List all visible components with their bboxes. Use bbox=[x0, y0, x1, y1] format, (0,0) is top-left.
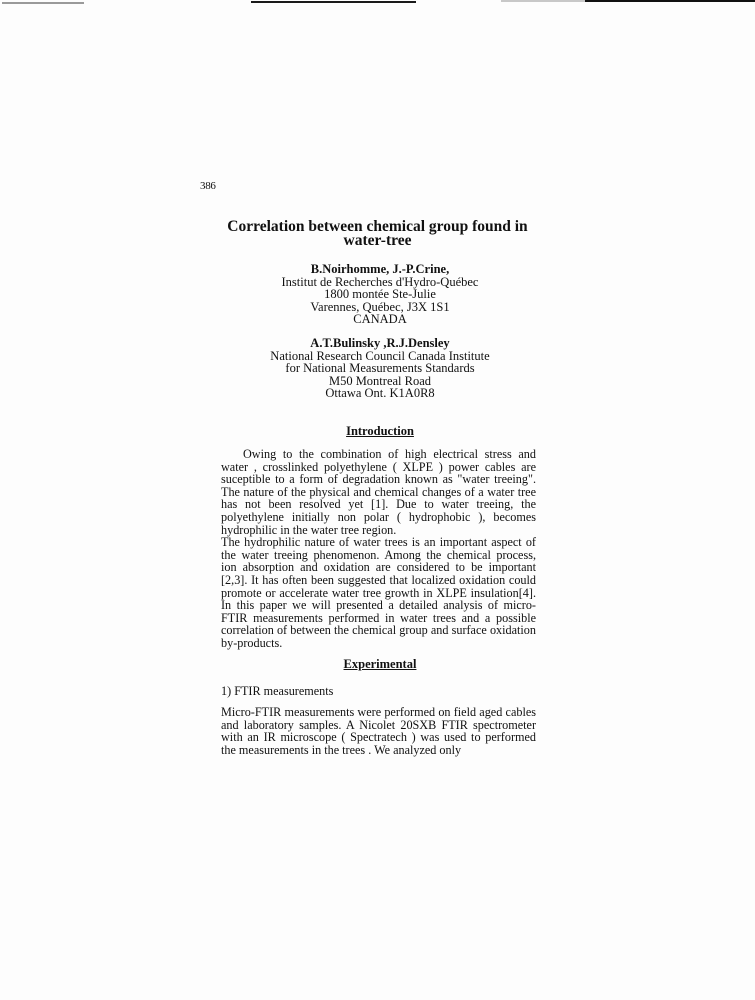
affiliation-line: National Research Council Canada Institute bbox=[270, 348, 490, 363]
paragraph: The hydrophilic nature of water trees is an important aspect of the water treeing phenomenon. Among the chemical process, ion absorption and oxidation are considered to be important [2,3]. It has often been suggested that localized oxidation could promote or accelerate water tree growth in XLPE insulation[4]. In this paper we will presented a detailed analysis of micro-FTIR measurements performed in water trees and a possible correlation of between the chemical group and surface oxidation by-products. bbox=[221, 535, 536, 650]
page-number: 386 bbox=[200, 180, 216, 192]
scan-artifact-line bbox=[2, 2, 84, 4]
scan-artifact-line bbox=[501, 0, 585, 2]
scan-artifact-line bbox=[251, 1, 416, 3]
section-heading-experimental: Experimental bbox=[343, 657, 417, 671]
affiliation-line: Institut de Recherches d'Hydro-Québec bbox=[281, 274, 479, 289]
affiliation-line: Varennes, Québec, J3X 1S1 bbox=[310, 299, 450, 314]
section-heading-introduction: Introduction bbox=[346, 424, 414, 438]
paper-title bbox=[210, 220, 545, 248]
experimental-body bbox=[221, 706, 536, 756]
title-line: water-tree bbox=[343, 232, 412, 249]
affiliation-line: 1800 montée Ste-Julie bbox=[324, 287, 436, 302]
author-block-hydro-quebec bbox=[230, 263, 530, 326]
introduction-body bbox=[221, 448, 536, 650]
subsection-heading-ftir: 1) FTIR measurements bbox=[221, 684, 334, 698]
author-block-nrc bbox=[230, 337, 530, 400]
paragraph: Owing to the combination of high electrical stress and water , crosslinked polyethylene ( XLPE ) power cables are suceptible to a form of degradation known as "water treeing". The nature of the physical and chemical changes of a water tree has not been resolved yet [1]. Due to water treeing, the polyethylene initially non polar ( hydrophobic ), becomes hydrophilic in the water tree region. bbox=[221, 447, 536, 537]
affiliation-line: Ottawa Ont. K1A0R8 bbox=[325, 386, 435, 401]
paragraph: Micro-FTIR measurements were performed on field aged cables and laboratory samples. A Nicolet 20SXB FTIR spectrometer with an IR microscope ( Spectratech ) was used to performed the measurements in the trees . We analyzed only bbox=[221, 705, 536, 757]
title-line: Correlation between chemical group found in bbox=[227, 218, 528, 235]
affiliation-line: M50 Montreal Road bbox=[328, 373, 432, 388]
affiliation-line: for National Measurements Standards bbox=[285, 361, 475, 376]
scan-artifact-line bbox=[585, 0, 755, 2]
author-names: B.Noirhomme, J.-P.Crine, bbox=[310, 262, 450, 276]
affiliation-line: CANADA bbox=[353, 312, 407, 327]
author-names: A.T.Bulinsky ,R.J.Densley bbox=[310, 336, 450, 350]
